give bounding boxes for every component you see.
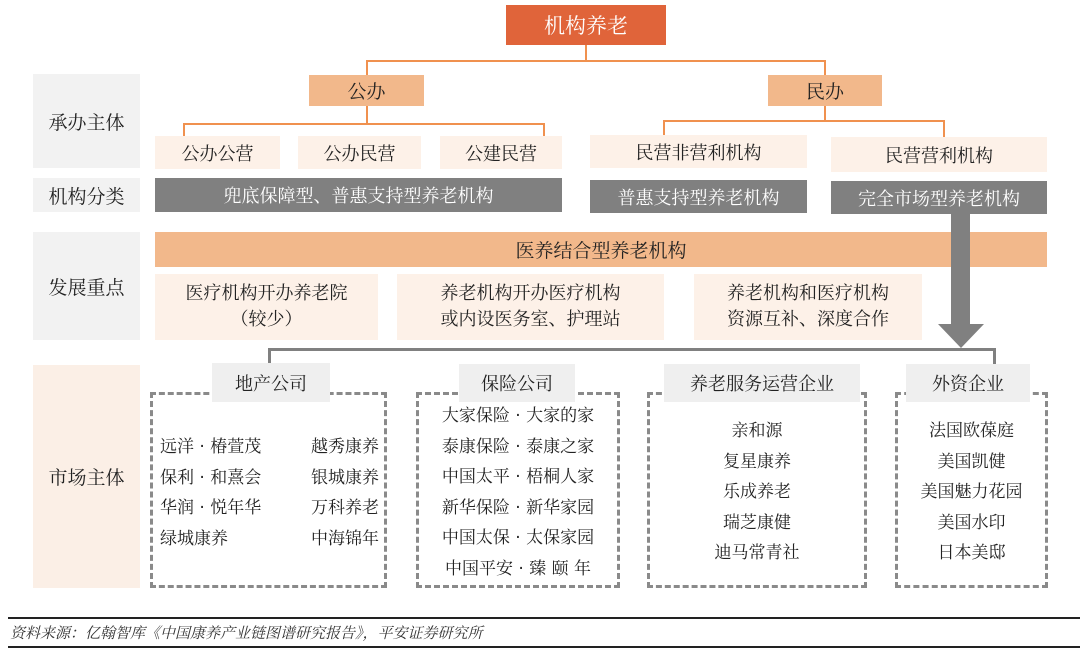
row-label-focus: 发展重点 bbox=[33, 232, 140, 340]
root-node: 机构养老 bbox=[506, 5, 666, 45]
arrow-down-icon bbox=[938, 324, 984, 348]
list-item: 美国水印 bbox=[937, 512, 1006, 533]
list-item: 法国欧葆庭 bbox=[929, 421, 1014, 441]
list-item: 银城康养 bbox=[311, 467, 379, 488]
connector bbox=[824, 106, 826, 121]
connector bbox=[366, 106, 368, 124]
list-item: 远洋 · 椿萱茂 bbox=[160, 437, 262, 457]
list-item: 日本美邸 bbox=[937, 543, 1006, 563]
list-item: 万科养老 bbox=[311, 498, 379, 518]
list-item: 越秀康养 bbox=[311, 437, 379, 457]
focus-title: 医养结合型养老机构 bbox=[155, 232, 1047, 267]
focus-text: 医疗机构开办养老院 bbox=[185, 283, 348, 304]
connector bbox=[366, 60, 368, 75]
public-type: 公建民营 bbox=[440, 136, 562, 169]
focus-text: 资源互补、深度合作 bbox=[727, 309, 889, 330]
focus-text: 养老机构开办医疗机构 bbox=[440, 283, 621, 304]
connector bbox=[183, 123, 185, 136]
classification: 完全市场型养老机构 bbox=[831, 181, 1047, 214]
list-item: 亲和源 bbox=[731, 421, 783, 441]
connector bbox=[663, 120, 945, 122]
list-item: 中国太保 · 太保家园 bbox=[441, 528, 595, 548]
market-header: 保险公司 bbox=[459, 364, 575, 402]
list-item: 绿城康养 bbox=[160, 528, 228, 549]
private-node: 民办 bbox=[768, 75, 882, 106]
realestate-list bbox=[160, 432, 270, 554]
list-item: 中国太平 · 梧桐人家 bbox=[441, 467, 595, 487]
list-item: 美国魅力花园 bbox=[920, 482, 1023, 502]
focus-item bbox=[694, 274, 922, 340]
arrow-shaft bbox=[951, 214, 970, 326]
focus-text: 或内设医务室、护理站 bbox=[440, 309, 621, 330]
classification: 兜底保障型、普惠支持型养老机构 bbox=[155, 178, 562, 212]
market-bracket bbox=[993, 348, 996, 364]
divider bbox=[8, 646, 1080, 648]
market-header: 养老服务运营企业 bbox=[664, 364, 860, 402]
connector bbox=[183, 123, 545, 125]
public-node: 公办 bbox=[309, 75, 424, 106]
connector bbox=[366, 60, 826, 62]
private-type: 民营非营利机构 bbox=[590, 135, 807, 168]
connector bbox=[663, 120, 665, 135]
insurance-list bbox=[420, 401, 616, 584]
focus-text: （较少） bbox=[230, 309, 303, 330]
realestate-list bbox=[297, 432, 379, 554]
market-bracket bbox=[268, 348, 271, 364]
list-item: 中国平安 · 臻 颐 年 bbox=[444, 558, 592, 579]
row-label-sponsor: 承办主体 bbox=[33, 74, 140, 168]
market-header: 外资企业 bbox=[906, 364, 1030, 402]
list-item: 迪马常青社 bbox=[714, 543, 800, 563]
market-header: 地产公司 bbox=[212, 363, 330, 402]
market-bracket bbox=[268, 348, 996, 351]
classification: 普惠支持型养老机构 bbox=[590, 180, 807, 213]
list-item: 中海锦年 bbox=[311, 528, 379, 549]
focus-item bbox=[155, 274, 378, 340]
connector bbox=[943, 120, 945, 137]
operators-list bbox=[650, 416, 864, 569]
public-type: 公办民营 bbox=[298, 136, 421, 169]
focus-item bbox=[397, 274, 664, 340]
list-item: 乐成养老 bbox=[723, 482, 791, 502]
row-label-classification: 机构分类 bbox=[33, 178, 140, 212]
divider bbox=[8, 617, 1080, 619]
list-item: 泰康保险 · 泰康之家 bbox=[441, 436, 595, 457]
list-item: 复星康养 bbox=[723, 451, 791, 472]
list-item: 保利 · 和熹会 bbox=[160, 467, 262, 488]
connector bbox=[824, 60, 826, 75]
row-label-market: 市场主体 bbox=[33, 365, 140, 588]
list-item: 新华保险 · 新华家园 bbox=[441, 497, 595, 518]
list-item: 美国凯健 bbox=[937, 451, 1006, 472]
connector bbox=[585, 45, 587, 61]
list-item: 华润 · 悦年华 bbox=[160, 498, 262, 518]
source-note: 资料来源：亿翰智库《中国康养产业链图谱研究报告》，平安证券研究所 bbox=[10, 624, 483, 642]
list-item: 瑞芝康健 bbox=[723, 512, 791, 533]
focus-text: 养老机构和医疗机构 bbox=[727, 283, 889, 304]
list-item: 大家保险 · 大家的家 bbox=[441, 406, 595, 426]
connector bbox=[543, 123, 545, 136]
foreign-list bbox=[898, 416, 1045, 569]
private-type: 民营营利机构 bbox=[831, 137, 1047, 172]
public-type: 公办公营 bbox=[155, 136, 280, 169]
